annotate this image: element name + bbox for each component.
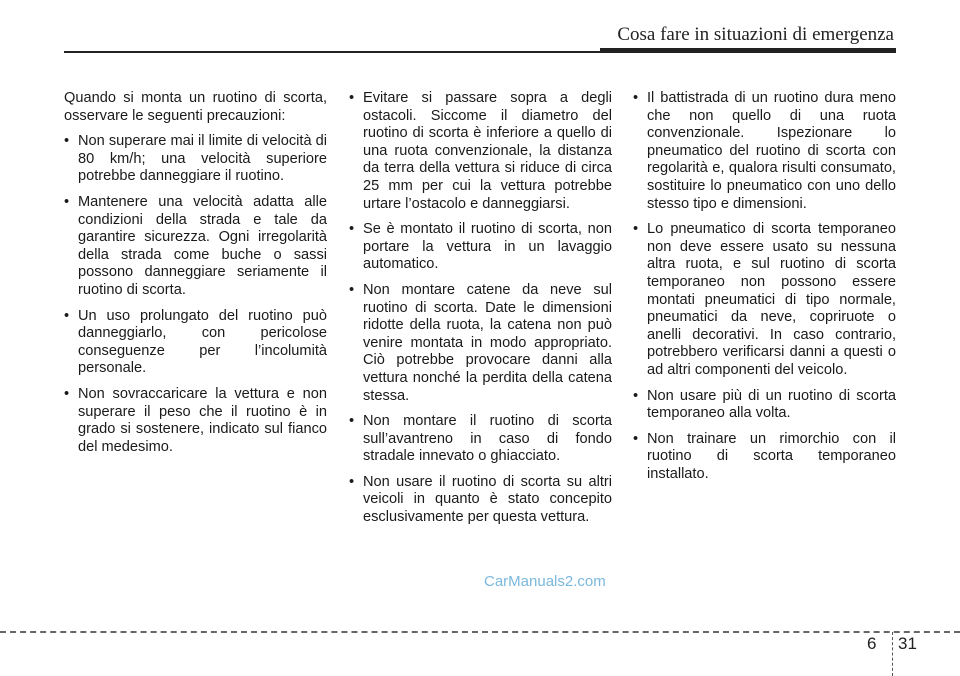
text-column-1 <box>64 90 327 464</box>
list-item: • Il battistrada di un ruotino dura meno che non quello di una ruota convenzionale. Ispezionare lo pneumatico del ruotino di scorta con regolarità e, qualora risulti consumato, sostituire lo pneumatico con uno dello stesso tipo e dimensioni. <box>633 90 896 213</box>
list-item: • Se è montato il ruotino di scorta, non portare la vettura in un lavaggio automatico. <box>349 221 612 274</box>
page-number: 31 <box>898 634 917 653</box>
header-rule-accent <box>600 48 896 53</box>
text-column-3 <box>633 90 896 491</box>
footer-rule <box>0 631 960 633</box>
list-item: • Non usare il ruotino di scorta su altri veicoli in quanto è stato concepito esclusivamente per questa vettura. <box>349 474 612 527</box>
list-item: • Non trainare un rimorchio con il ruotino di scorta temporaneo installato. <box>633 431 896 484</box>
list-item: • Evitare si passare sopra a degli ostacoli. Siccome il diametro del ruotino di scorta è inferiore a quello di una ruota convenzionale, la distanza da terra della vettura si riduce di circa 25 mm per cui la vettura potrebbe urtare l’ostacolo e danneggiarsi. <box>349 90 612 213</box>
text-column-2 <box>349 90 612 535</box>
list-item: • Non usare più di un ruotino di scorta temporaneo alla volta. <box>633 388 896 423</box>
header-rule <box>64 51 600 53</box>
precautions-list <box>633 90 896 483</box>
precautions-list <box>64 133 327 456</box>
section-title: Cosa fare in situazioni di emergenza <box>617 24 894 45</box>
intro-paragraph: Quando si monta un ruotino di scorta, osservare le seguenti precauzioni: <box>64 90 327 124</box>
list-item: • Non superare mai il limite di velocità di 80 km/h; una velocità superiore potrebbe danneggiare il ruotino. <box>64 133 327 186</box>
list-item: • Lo pneumatico di scorta temporaneo non deve essere usato su nessuna altra ruota, e sul ruotino di scorta temporaneo non possono essere montati pneumatici di tipo normale, pneumatici da neve, copriruote o anelli decorativi. In caso contrario, potrebbero verificarsi danni a questi o ad altri componenti del veicolo. <box>633 221 896 379</box>
chapter-number: 6 <box>867 634 877 653</box>
list-item: • Mantenere una velocità adatta alle condizioni della strada e tale da garantire sicurezza. Ogni irregolarità della strada come buche o sassi possono danneggiare seriamente il ruotino di scorta. <box>64 194 327 300</box>
page-number-divider <box>892 632 893 676</box>
list-item: • Non montare il ruotino di scorta sull’avantreno in caso di fondo stradale innevato o ghiacciato. <box>349 413 612 466</box>
list-item: • Non montare catene da neve sul ruotino di scorta. Date le dimensioni ridotte della ruota, la catena non può venire montata in modo appropriato. Ciò potrebbe provocare danni alla vettura nonché la perdita della catena stessa. <box>349 282 612 405</box>
list-item: • Non sovraccaricare la vettura e non superare il peso che il ruotino è in grado si sostenere, indicato sul fianco del medesimo. <box>64 386 327 456</box>
watermark-link[interactable]: CarManuals2.com <box>484 573 606 590</box>
precautions-list <box>349 90 612 527</box>
list-item: • Un uso prolungato del ruotino può danneggiarlo, con pericolose conseguenze per l’incolumità personale. <box>64 308 327 378</box>
